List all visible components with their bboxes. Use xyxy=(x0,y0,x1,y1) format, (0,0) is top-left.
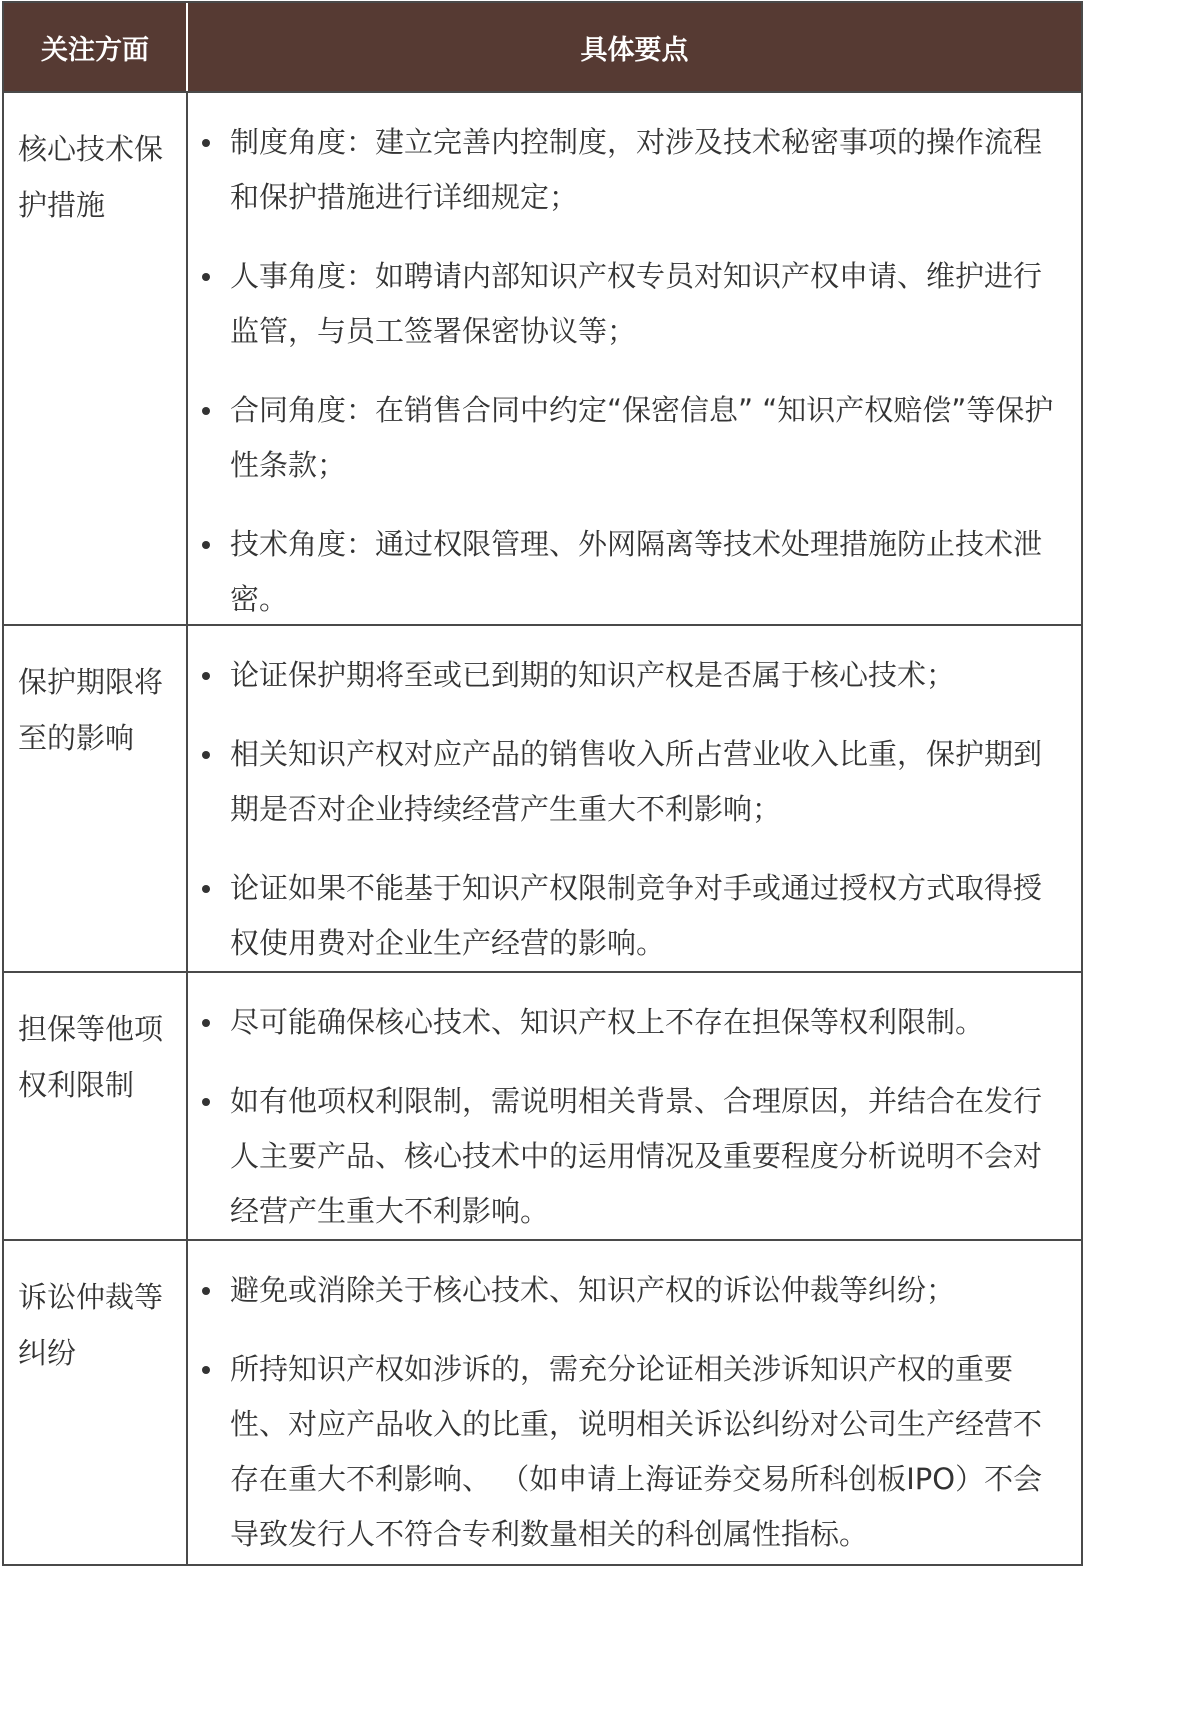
list-item xyxy=(188,861,1065,971)
bullet-icon xyxy=(202,885,210,893)
list-item xyxy=(188,383,1065,493)
bullet-icon xyxy=(202,672,210,680)
list-item xyxy=(188,727,1065,837)
table-row xyxy=(4,624,1081,971)
table-row xyxy=(4,971,1081,1239)
bullet-icon xyxy=(202,273,210,281)
bullet-icon xyxy=(202,751,210,759)
table-row xyxy=(4,1239,1081,1564)
list-item xyxy=(188,1263,1065,1318)
points-cell xyxy=(188,1241,1081,1564)
list-item xyxy=(188,1074,1065,1239)
bullet-icon xyxy=(202,407,210,415)
list-item xyxy=(188,995,1065,1050)
table-row xyxy=(4,91,1081,624)
points-cell xyxy=(188,973,1081,1239)
point-text: 论证保护期将至或已到期的知识产权是否属于核心技术； xyxy=(230,658,956,692)
list-item xyxy=(188,1342,1065,1562)
bullet-icon xyxy=(202,1287,210,1295)
bullet-icon xyxy=(202,1366,210,1374)
bullet-icon xyxy=(202,1019,210,1027)
header-aspect: 关注方面 xyxy=(4,3,188,91)
aspect-cell: 保护期限将至的影响 xyxy=(4,626,188,971)
list-item xyxy=(188,517,1065,627)
aspect-cell: 担保等他项权利限制 xyxy=(4,973,188,1239)
list-item xyxy=(188,249,1065,359)
requirements-table xyxy=(2,1,1083,1566)
bullet-icon xyxy=(202,541,210,549)
table-header xyxy=(4,3,1081,91)
points-cell xyxy=(188,626,1081,971)
point-text: 避免或消除关于核心技术、知识产权的诉讼仲裁等纠纷； xyxy=(230,1273,956,1307)
aspect-cell: 诉讼仲裁等纠纷 xyxy=(4,1241,188,1564)
aspect-cell: 核心技术保护措施 xyxy=(4,93,188,624)
bullet-icon xyxy=(202,1098,210,1106)
bullet-icon xyxy=(202,139,210,147)
point-text: 人事角度：如聘请内部知识产权专员对知识产权申请、维护进行监管，与员工签署保密协议等； xyxy=(230,259,1043,348)
point-text: 如有他项权利限制，需说明相关背景、合理原因，并结合在发行人主要产品、核心技术中的运用情况及重要程度分析说明不会对经营产生重大不利影响。 xyxy=(230,1084,1043,1228)
point-text: 技术角度：通过权限管理、外网隔离等技术处理措施防止技术泄密。 xyxy=(230,527,1043,616)
point-text: 相关知识产权对应产品的销售收入所占营业收入比重，保护期到期是否对企业持续经营产生重大不利影响； xyxy=(230,737,1043,826)
header-points: 具体要点 xyxy=(580,34,689,66)
point-text: 合同角度：在销售合同中约定“保密信息” “知识产权赔偿”等保护性条款； xyxy=(230,393,1054,482)
point-text: 所持知识产权如涉诉的，需充分论证相关涉诉知识产权的重要性、对应产品收入的比重，说明相关诉讼纠纷对公司生产经营不存在重大不利影响、 （如申请上海证券交易所科创板IPO）不会导致发行人不符合专利数量相关的科创属性指标。 xyxy=(230,1352,1043,1551)
list-item xyxy=(188,115,1065,225)
point-text: 论证如果不能基于知识产权限制竞争对手或通过授权方式取得授权使用费对企业生产经营的影响。 xyxy=(230,871,1043,960)
list-item xyxy=(188,648,1065,703)
points-cell xyxy=(188,93,1081,624)
point-text: 尽可能确保核心技术、知识产权上不存在担保等权利限制。 xyxy=(230,1005,985,1039)
point-text: 制度角度：建立完善内控制度，对涉及技术秘密事项的操作流程和保护措施进行详细规定； xyxy=(230,125,1043,214)
